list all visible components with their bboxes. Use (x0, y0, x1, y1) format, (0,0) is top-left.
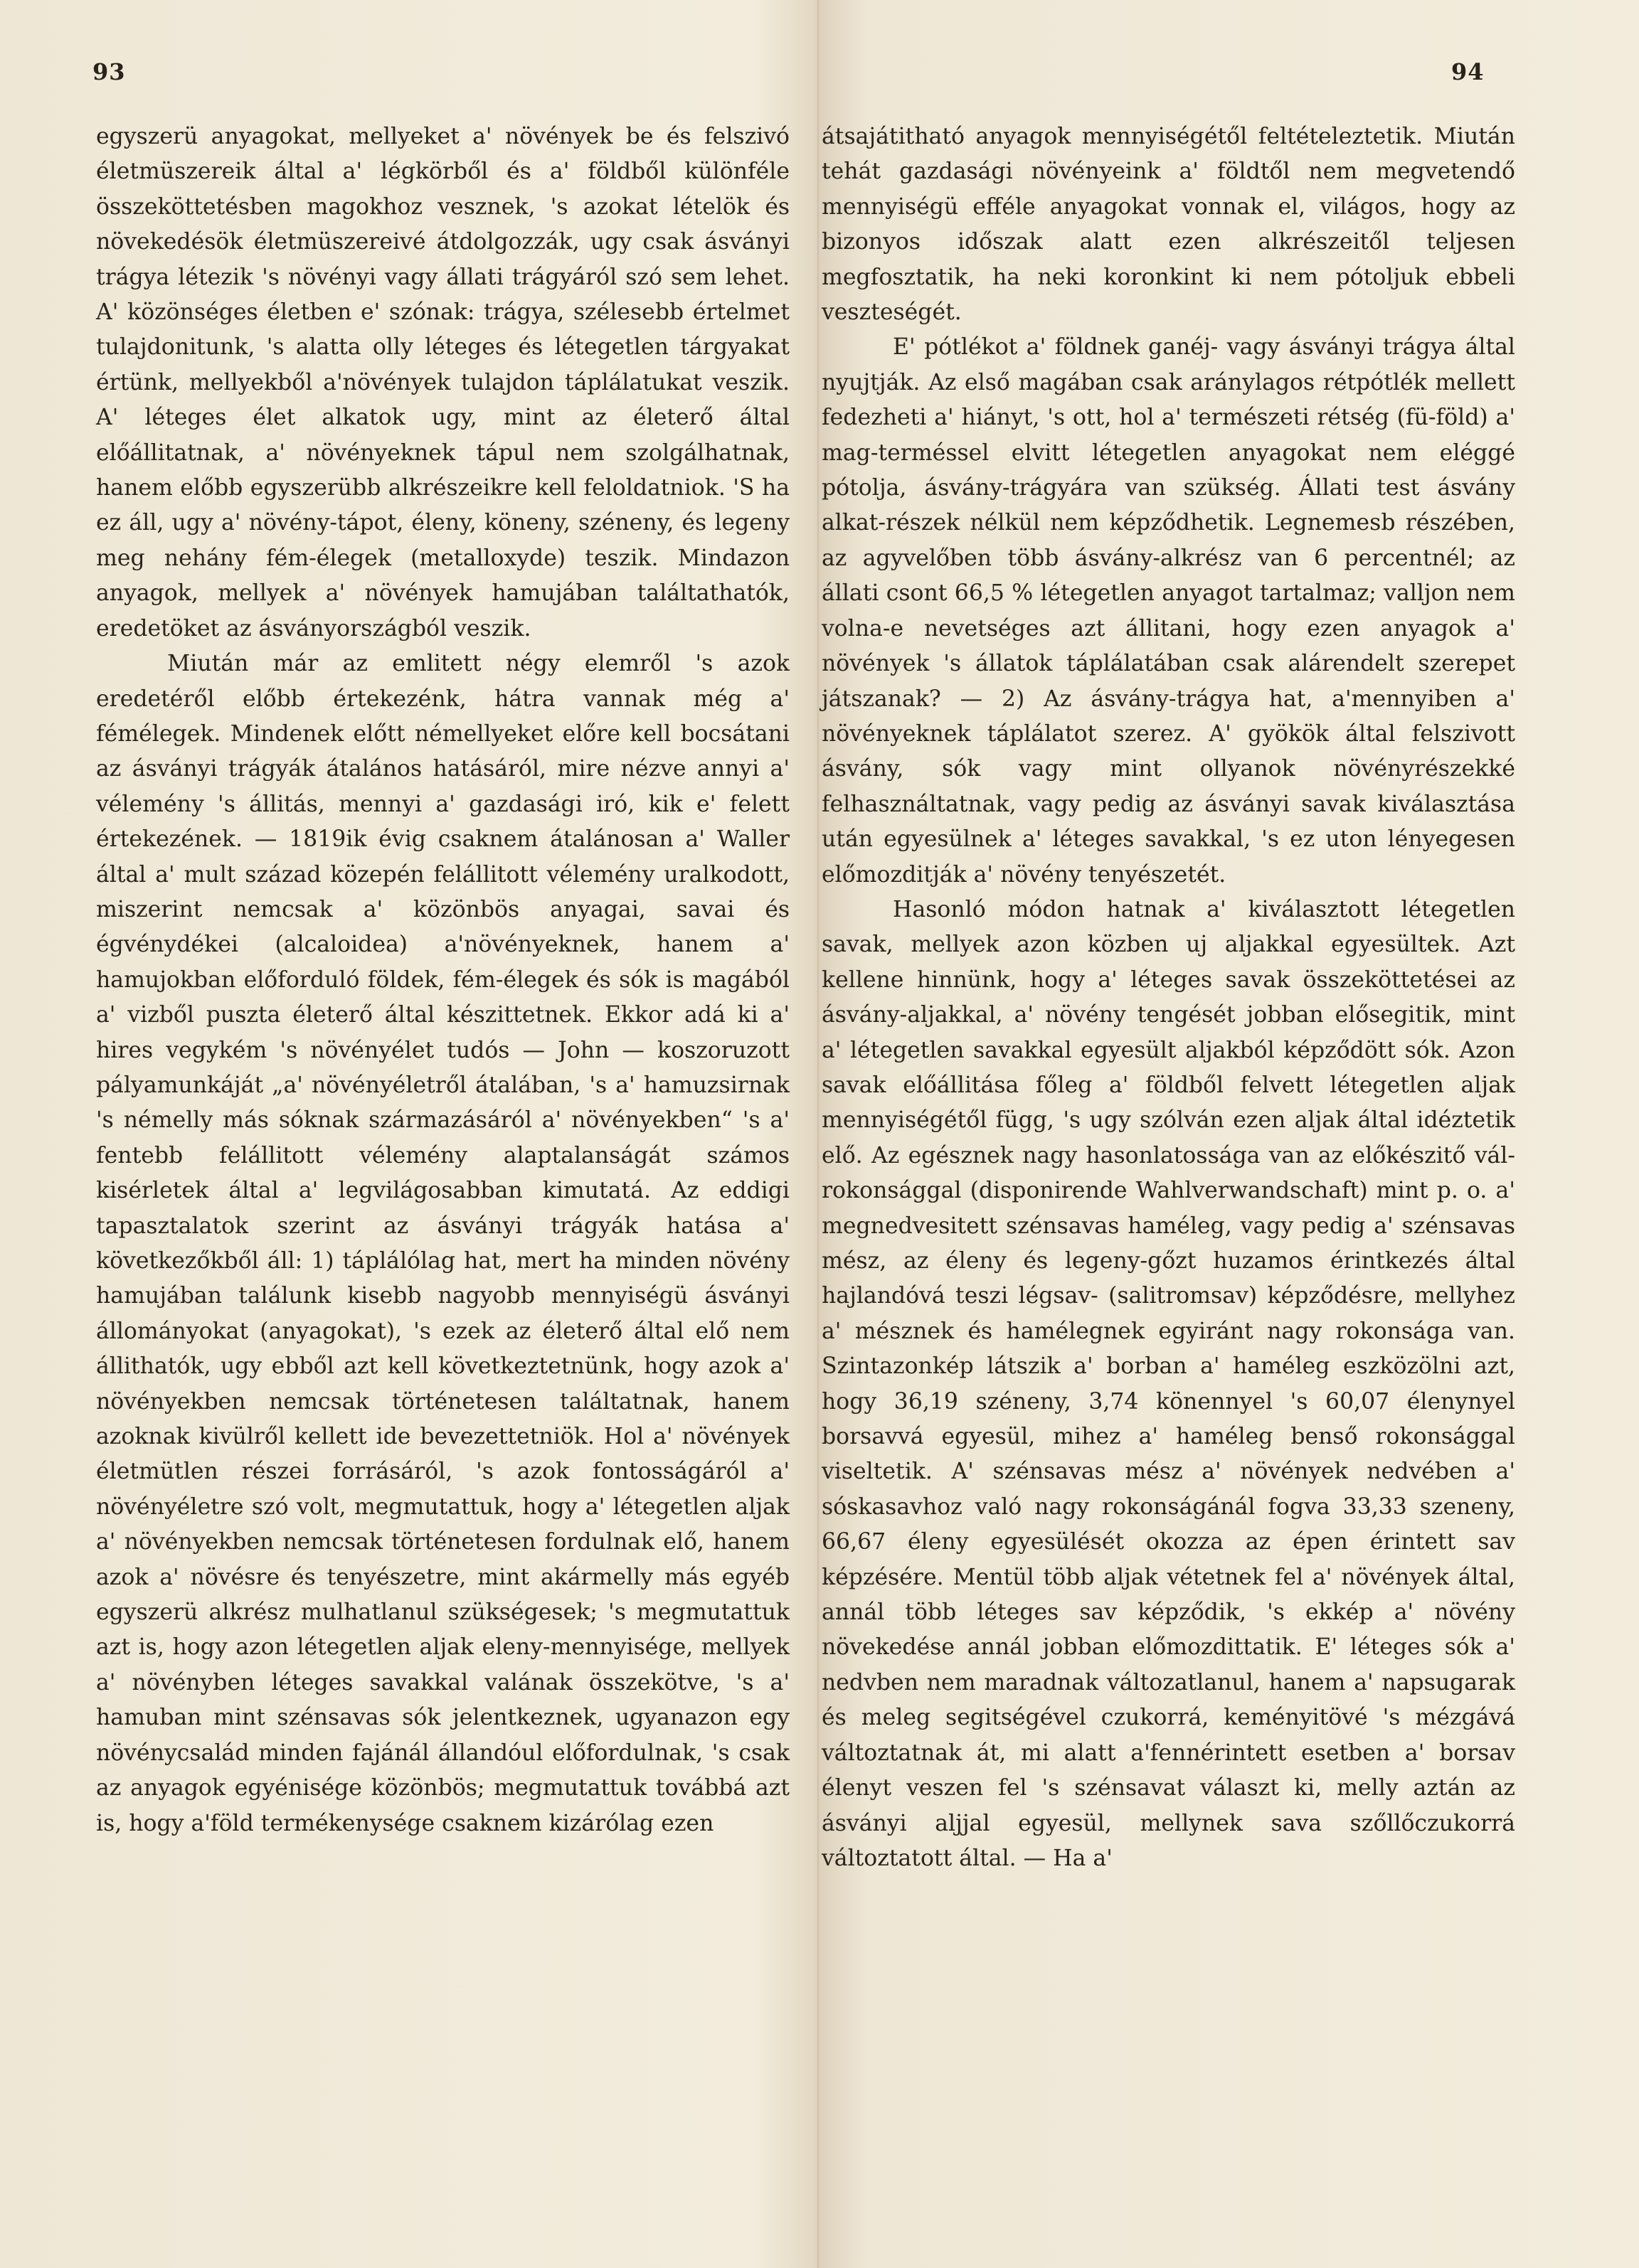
paragraph: egyszerü anyagokat, mellyeket a' növények be és felszivó életmüszereik által a' légkörből és a' földből különféle összeköttetésben magokhoz vesznek, 's azokat lételök és növekedésök életmüszereivé átdolgozzák, ugy csak ásványi trágya létezik 's növényi vagy állati trágyáról szó sem lehet. A' közönséges életben e' szónak: trágya, szélesebb értelmet tulajdonitunk, 's alatta olly léteges és létegetlen tárgyakat értünk, mellyekből a'növények tulajdon táplálatukat veszik. A' léteges élet alkatok ugy, mint az életerő által előállitatnak, a' növényeknek tápul nem szolgálhatnak, hanem előbb egyszerübb alkrészeikre kell feloldatniok. 'S ha ez áll, ugy a' növény-tápot, éleny, köneny, széneny, és legeny meg nehány fém-élegek (metalloxyde) teszik. Mindazon anyagok, mellyek a' növények hamujában találtathatók, eredetöket az ásványországból veszik. (96, 124, 790, 641)
paragraph: Miután már az emlitett négy elemről 's azok eredetéről előbb értekezénk, hátra vannak még a' fémélegek. Mindenek előtt némellyeket előre kell bocsátani az ásványi trágyák átalános hatásáról, mire nézve annyi a' vélemény 's állitás, mennyi a' gazdasági iró, kik e' felett értekezének. — 1819ik évig csaknem átalánosan a' Waller által a' mult század közepén felállitott vélemény uralkodott, miszerint nemcsak a' közönbös anyagai, savai és égvénydékei (alcaloidea) a'növényeknek, hanem a' hamujokban előforduló földek, fém-élegek és sók is magából a' vizből puszta életerő által készittetnek. Ekkor adá ki a' hires vegykém 's növényélet tudós — John — koszoruzott pályamunkáját „a' növényéletről átalában, 's a' hamuzsirnak 's némelly más sóknak származásáról a' növényekben“ 's a' fentebb felállitott vélemény alaptalanságát számos kisérletek által a' legvilágosabban kimutatá. Az eddigi tapasztalatok szerint az ásványi trágyák hatása a' következőkből áll: 1) táplálólag hat, mert ha minden növény hamujában találunk kisebb nagyobb mennyiségü ásványi állományokat (anyagokat), 's ezek az életerő által elő nem állithatók, ugy ebből azt kell következtetnünk, hogy azok a' növényekben nemcsak történetesen találtatnak, hanem azoknak kivülről kellett ide bevezettetniök. Hol a' növények életmütlen részei forrásáról, 's azok fontosságáról a' növényéletre szó volt, megmutattuk, hogy a' létegetlen aljak a' növényekben nemcsak történetesen fordulnak elő, hanem azok a' növésre és tenyészetre, mint akármelly más egyéb egyszerü alkrész mulhatlanul szükségesek; 's megmutattuk azt is, hogy azon létegetlen aljak eleny-mennyisége, mellyek a' növényben léteges savakkal valának összekötve, 's a' hamuban mint szénsavas sók jelentkeznek, ugyanazon egy növénycsalád minden fajánál állandóul előfordulnak, 's csak az anyagok egyénisége közönbös; megmutattuk továbbá azt is, hogy a'föld termékenysége csaknem kizárólag ezen (96, 651, 790, 1836)
page-number-left: 93 (92, 58, 126, 85)
paragraph: átsajátitható anyagok mennyiségétől feltételeztetik. Miután tehát gazdasági növényeink a' földtől nem megvetendő mennyiségü efféle anyagokat vonnak el, világos, hogy az bizonyos időszak alatt ezen alkrészeitől teljesen megfosztatik, ha neki koronkint ki nem pótoljuk ebbeli veszteségét. (822, 124, 1515, 326)
right-page-text (822, 119, 1515, 1876)
book-spine (817, 0, 820, 2268)
left-page-text (96, 119, 790, 1841)
paragraph: E' pótlékot a' földnek ganéj- vagy ásványi trágya által nyujtják. Az első magában csak aránylagos rétpótlék mellett fedezheti a' hiányt, 's ott, hol a' természeti rétség (fü-föld) a' mag-terméssel elvitt létegetlen anyagokat nem eléggé pótolja, ásvány-trágyára van szükség. Állati test ásvány alkat-részek nélkül nem képződhetik. Legnemesb részében, az agyvelőben több ásvány-alkrész van 6 percentnél; az állati csont 66,5 % létegetlen anyagot tartalmaz; valljon nem volna-e nevetséges azt állitani, hogy ezen anyagok a' növények 's állatok táplálatában csak alárendelt szerepet játszanak? — 2) Az ásvány-trágya hat, a'mennyiben a' növényeknek táplálatot szerez. A' gyökök által felszivott ásvány, sók vagy mint ollyanok növényrészekké felhasználtatnak, vagy pedig az ásványi savak kiválasztása után egyesülnek a' léteges savakkal, 's ez uton lényegesen előmozditják a' növény tenyészetét. (822, 334, 1515, 888)
paragraph: Hasonló módon hatnak a' kiválasztott létegetlen savak, mellyek azon közben uj aljakkal egyesültek. Azt kellene hinnünk, hogy a' léteges savak összeköttetései az ásvány-aljakkal, a' növény tengését jobban elősegitik, mint a' létegetlen savakkal egyesült aljakból képződött sók. Azon savak előállitása főleg a' földből felvett létegetlen aljak mennyiségétől függ, 's ugy szólván ezen aljak által idéztetik elő. Az egésznek nagy hasonlatossága van az előkészitő vál-rokonsággal (disponirende Wahlverwandschaft) mint p. o. a' megnedvesitett szénsavas haméleg, vagy pedig a' szénsavas mész, az éleny és legeny-gőzt huzamos érintkezés által hajlandóvá teszi légsav- (salitromsav) képződésre, mellyhez a' mésznek és hamélegnek egyiránt nagy rokonsága van. Szintazonkép látszik a' borban a' haméleg eszközölni azt, hogy 36,19 széneny, 3,74 könennyel 's 60,07 élenynyel borsavvá egyesül, mihez a' haméleg benső rokonsággal viseltetik. A' szénsavas mész a' növények nedvében a' sóskasavhoz való nagy rokonságánál fogva 33,33 szeneny, 66,67 éleny egyesülését okozza az épen érintett sav képzésére. Mentül több aljak vétetnek fel a' növények által, annál több léteges sav képződik, 's ekkép a' növény növekedése annál jobban előmozdittatik. E' léteges sók a' nedvben nem maradnak változatlanul, hanem a' napsugarak és meleg segitségével czukorrá, keményitövé 's mézgává változtatnak át, mi alatt a'fennérintett esetben a' borsav élenyt veszen fel 's szénsavat választ ki, melly aztán az ásványi aljjal egyesül, mellynek sava szőllőczukorrá változtatott által. — Ha a' (822, 896, 1515, 1871)
page-number-right: 94 (1451, 58, 1485, 85)
